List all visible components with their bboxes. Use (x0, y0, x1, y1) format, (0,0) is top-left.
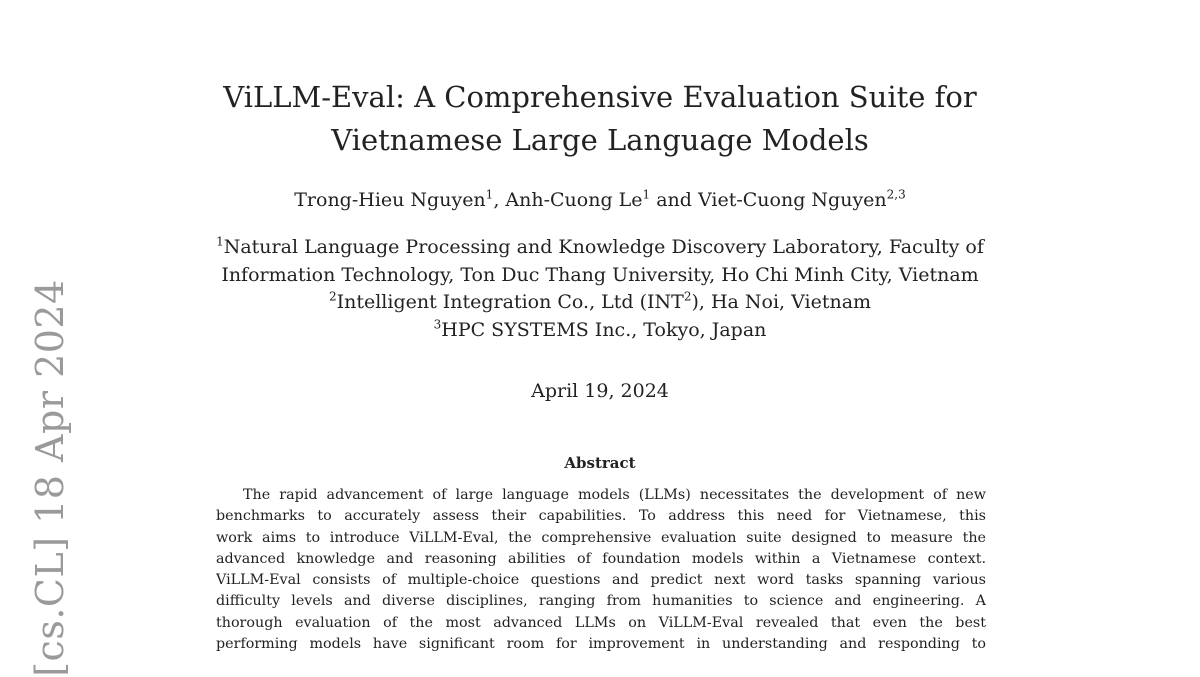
paper-title-line-2: Vietnamese Large Language Models (331, 123, 869, 157)
abstract-body (216, 485, 986, 655)
affiliation-mark: 1 (216, 234, 224, 249)
paper-title (0, 76, 1200, 162)
author-list (0, 187, 1200, 213)
author-name: Trong-Hieu Nguyen (294, 189, 486, 211)
author-separator: , (493, 189, 506, 211)
abstract-line: benchmarks to accurately assess their capabilities. To address this need for Vietnamese, this (216, 508, 986, 525)
publication-date: April 19, 2024 (531, 380, 669, 402)
affiliation-1-line-2: Information Technology, Ton Duc Thang University, Ho Chi Minh City, Vietnam (221, 263, 979, 286)
affiliation-list (0, 234, 1200, 344)
affiliation-text: Natural Language Processing and Knowledge Discovery Laboratory, Faculty of (223, 236, 984, 258)
affiliation-mark: 3 (433, 317, 442, 332)
author-affiliation-mark: 2,3 (886, 187, 906, 202)
affiliation-text: HPC SYSTEMS Inc., Tokyo, Japan (441, 318, 767, 341)
author-separator: and (650, 189, 698, 211)
author-name: Anh-Cuong Le (505, 189, 643, 211)
affiliation-text: ), Ha Noi, Vietnam (691, 291, 872, 313)
abstract-line: work aims to introduce ViLLM-Eval, the comprehensive evaluation suite designed to measure the (216, 529, 986, 546)
affiliation-2 (0, 289, 1200, 317)
abstract-line: difficulty levels and diverse disciplines, ranging from humanities to science and engineering. A (216, 593, 986, 610)
abstract-line: advanced knowledge and reasoning abilities of foundation models within a Vietnamese context. (216, 550, 986, 567)
author-affiliation-mark: 1 (642, 187, 651, 202)
abstract-line: thorough evaluation of the most advanced LLMs on ViLLM-Eval revealed that even the best (216, 614, 986, 631)
affiliation-1-line-1 (0, 234, 1200, 262)
affiliation-text: Intelligent Integration Co., Ltd (INT (336, 291, 684, 313)
author-affiliation-mark: 1 (485, 187, 494, 202)
author-name: Viet-Cuong Nguyen (698, 189, 887, 211)
paper-title-line-1: ViLLM-Eval: A Comprehensive Evaluation Suite for (223, 80, 977, 114)
affiliation-3 (0, 317, 1200, 345)
affiliation-mark: 2 (328, 289, 337, 304)
affiliation-inner-sup: 2 (683, 289, 692, 304)
abstract-line: ViLLM-Eval consists of multiple-choice questions and predict next word tasks spanning various (216, 572, 986, 589)
abstract-heading: Abstract (564, 454, 636, 472)
arxiv-identifier-stamp: [cs.CL] 18 Apr 2024 (28, 279, 72, 677)
abstract-line: performing models have significant room for improvement in understanding and responding to (216, 636, 986, 653)
abstract-line: The rapid advancement of large language models (LLMs) necessitates the development of new (243, 487, 986, 503)
